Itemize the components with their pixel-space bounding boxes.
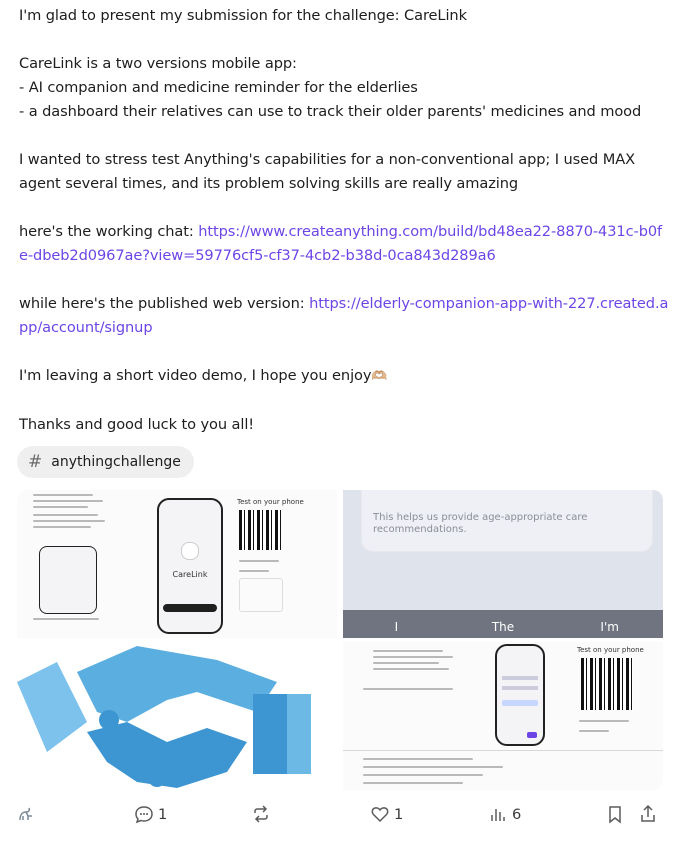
bookmark-button[interactable] [605, 802, 625, 826]
web-prefix: while here's the published web version: [19, 295, 310, 312]
age-hint-text: This helps us provide age-appropriate care recommendations. [373, 512, 588, 535]
reply-count: 1 [158, 805, 168, 823]
like-count: 1 [394, 805, 404, 823]
post-line-description: CareLink is a two versions mobile app: [19, 55, 297, 72]
suggestion-3: I'm [600, 620, 619, 634]
hashtag-label: anythingchallenge [51, 454, 181, 470]
image-gallery [17, 490, 663, 790]
gallery-image-4[interactable] [343, 642, 663, 790]
post-line-thanks: Thanks and good luck to you all! [19, 416, 255, 433]
post-line-intro: I'm glad to present my submission for the challenge: CareLink [19, 7, 467, 24]
chat-prefix: here's the working chat: [19, 223, 199, 240]
post-line-stress-test: I wanted to stress test Anything's capabilities for a non-conventional app; I used MAX agent several times, and its problem solving skills are really amazing [19, 151, 636, 192]
action-bar [0, 796, 683, 832]
suggestion-2: The [491, 620, 515, 634]
hash-icon: # [28, 452, 43, 472]
repost-icon [251, 804, 271, 824]
handshake-icon [17, 642, 337, 790]
reply-button[interactable] [134, 802, 167, 826]
post-line-web [19, 292, 669, 340]
gallery-image-3[interactable] [17, 642, 337, 790]
test-on-phone-label-1: Test on your phone [237, 498, 304, 506]
heart-hands-emoji: 🫶🏼 [371, 369, 388, 384]
video-text: I'm leaving a short video demo, I hope you enjoy [19, 367, 372, 384]
post-line-bullet-1: - AI companion and medicine reminder for the elderlies [19, 79, 418, 96]
views-icon [488, 804, 508, 824]
qr-code-2 [581, 658, 633, 710]
like-button[interactable] [370, 802, 403, 826]
post-line-bullet-2: - a dashboard their relatives can use to track their older parents' medicines and mood [19, 103, 642, 120]
views-button[interactable] [488, 802, 521, 826]
heart-icon [370, 804, 390, 824]
post-text [19, 4, 669, 437]
phone-mockup [157, 498, 223, 634]
post-line-chat [19, 220, 669, 268]
phone-mockup-2 [495, 644, 545, 746]
chat-link[interactable]: https://www.createanything.com/build/bd48ea22-8870-431c-b0fe-dbeb2d0967ae?view=59776cf5-cf37-4cb2-b38d-0ca843d289a6 [19, 223, 663, 264]
gallery-image-1[interactable] [17, 490, 337, 638]
post-line-video [19, 364, 669, 389]
suggestion-1: I [394, 620, 399, 634]
repost-button[interactable] [251, 802, 271, 826]
web-link[interactable]: https://elderly-companion-app-with-227.created.app/account/signup [19, 295, 669, 336]
lobster-icon [16, 804, 36, 824]
phone-brand-label: CareLink [172, 570, 208, 579]
channel-button[interactable] [16, 802, 36, 826]
share-button[interactable] [638, 802, 658, 826]
bookmark-icon [605, 804, 625, 824]
gallery-image-2[interactable] [343, 490, 663, 638]
view-count: 6 [512, 805, 522, 823]
keyboard-suggestion-bar [343, 610, 663, 638]
comment-icon [134, 804, 154, 824]
hashtag-chip[interactable] [17, 446, 194, 478]
test-on-phone-label-2: Test on your phone [577, 646, 644, 654]
qr-code-1 [239, 510, 281, 550]
share-icon [638, 804, 658, 824]
